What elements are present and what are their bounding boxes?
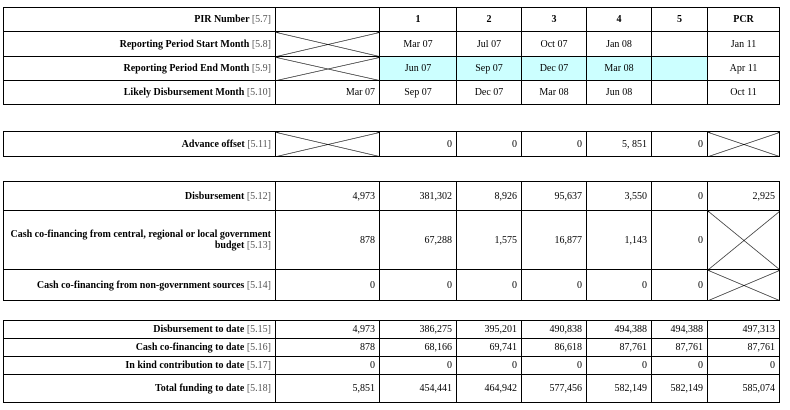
row-label: Cash co-financing from central, regional or local government budget [5.13] — [4, 211, 276, 270]
advance-offset-table — [3, 131, 780, 157]
value-cell: 0 — [652, 270, 708, 301]
value-cell: 0 — [380, 357, 457, 375]
value-cell: 464,942 — [457, 375, 522, 403]
highlighted-cell: Sep 07 — [457, 57, 522, 81]
value-cell: 0 — [652, 182, 708, 211]
value-cell: 0 — [652, 357, 708, 375]
disbursement-row — [4, 182, 780, 211]
crossed-cell — [276, 57, 380, 81]
non-govt-cofinancing-row — [4, 270, 780, 301]
crossed-cell — [708, 211, 780, 270]
value-cell: 582,149 — [652, 375, 708, 403]
advance-offset-row — [4, 132, 780, 157]
value-cell: 0 — [708, 357, 780, 375]
base-value-cell: 4,973 — [276, 182, 380, 211]
row-label: Cash co-financing from non-government sources [5.14] — [4, 270, 276, 301]
row-label: Reporting Period End Month [5.9] — [4, 57, 276, 81]
value-cell: 490,838 — [522, 321, 587, 339]
value-cell: Jan 11 — [708, 32, 780, 57]
value-cell: 0 — [587, 270, 652, 301]
col-header-2: 2 — [457, 8, 522, 32]
value-cell: Jul 07 — [457, 32, 522, 57]
row-label: Likely Disbursement Month [5.10] — [4, 81, 276, 105]
value-cell: 1,143 — [587, 211, 652, 270]
col-header-3: 3 — [522, 8, 587, 32]
disbursement-to-date-row — [4, 321, 780, 339]
in-kind-to-date-row — [4, 357, 780, 375]
govt-cofinancing-row — [4, 211, 780, 270]
value-cell: 494,388 — [587, 321, 652, 339]
row-label: Disbursement to date [5.15] — [4, 321, 276, 339]
value-cell: Jun 08 — [587, 81, 652, 105]
col-header-pcr: PCR — [708, 8, 780, 32]
row-label: Advance offset [5.11] — [4, 132, 276, 157]
value-cell: 86,618 — [522, 339, 587, 357]
value-cell: 386,275 — [380, 321, 457, 339]
pir-number-row — [4, 8, 780, 32]
highlighted-cell: Mar 08 — [587, 57, 652, 81]
totals-table — [3, 320, 780, 403]
value-cell: 0 — [522, 132, 587, 157]
end-month-row — [4, 57, 780, 81]
value-cell: 0 — [380, 270, 457, 301]
value-cell: Oct 07 — [522, 32, 587, 57]
value-cell: 395,201 — [457, 321, 522, 339]
value-cell: Jan 08 — [587, 32, 652, 57]
value-cell: 0 — [457, 132, 522, 157]
value-cell: Dec 07 — [457, 81, 522, 105]
value-cell: Apr 11 — [708, 57, 780, 81]
value-cell: 1,575 — [457, 211, 522, 270]
value-cell: Mar 07 — [380, 32, 457, 57]
value-cell: 69,741 — [457, 339, 522, 357]
value-cell: 87,761 — [708, 339, 780, 357]
base-value-cell: 878 — [276, 339, 380, 357]
value-cell: 67,288 — [380, 211, 457, 270]
base-value-cell: 0 — [276, 270, 380, 301]
value-cell: 87,761 — [652, 339, 708, 357]
value-cell — [652, 32, 708, 57]
value-cell: 494,388 — [652, 321, 708, 339]
highlighted-cell — [652, 57, 708, 81]
value-cell: 0 — [380, 132, 457, 157]
value-cell: 454,441 — [380, 375, 457, 403]
row-label: Disbursement [5.12] — [4, 182, 276, 211]
value-cell: Oct 11 — [708, 81, 780, 105]
value-cell: 87,761 — [587, 339, 652, 357]
row-label: In kind contribution to date [5.17] — [4, 357, 276, 375]
value-cell: 95,637 — [522, 182, 587, 211]
highlighted-cell: Dec 07 — [522, 57, 587, 81]
value-cell: 0 — [457, 270, 522, 301]
value-cell: 0 — [522, 357, 587, 375]
value-cell: 582,149 — [587, 375, 652, 403]
value-cell: 8,926 — [457, 182, 522, 211]
highlighted-cell: Jun 07 — [380, 57, 457, 81]
value-cell: 0 — [652, 132, 708, 157]
value-cell: 497,313 — [708, 321, 780, 339]
value-cell: 577,456 — [522, 375, 587, 403]
value-cell: 68,166 — [380, 339, 457, 357]
value-cell: 0 — [457, 357, 522, 375]
value-cell: 5, 851 — [587, 132, 652, 157]
crossed-cell — [708, 270, 780, 301]
value-cell: 2,925 — [708, 182, 780, 211]
base-value-cell: 5,851 — [276, 375, 380, 403]
crossed-cell — [276, 32, 380, 57]
value-cell: 0 — [587, 357, 652, 375]
col-header-5: 5 — [652, 8, 708, 32]
start-month-row — [4, 32, 780, 57]
crossed-cell — [708, 132, 780, 157]
row-label: Cash co-financing to date [5.16] — [4, 339, 276, 357]
row-label: PIR Number [5.7] — [4, 8, 276, 32]
disbursement-month-row — [4, 81, 780, 105]
value-cell: 3,550 — [587, 182, 652, 211]
value-cell — [652, 81, 708, 105]
disbursement-table — [3, 181, 780, 301]
value-cell: 0 — [652, 211, 708, 270]
col-header-1: 1 — [380, 8, 457, 32]
base-value-cell: 4,973 — [276, 321, 380, 339]
value-cell: Mar 08 — [522, 81, 587, 105]
value-cell: Sep 07 — [380, 81, 457, 105]
value-cell: 585,074 — [708, 375, 780, 403]
base-value-cell: 0 — [276, 357, 380, 375]
reporting-period-table — [3, 7, 780, 105]
row-label: Total funding to date [5.18] — [4, 375, 276, 403]
value-cell: 0 — [522, 270, 587, 301]
base-value-cell: 878 — [276, 211, 380, 270]
cofinancing-to-date-row — [4, 339, 780, 357]
value-cell: 381,302 — [380, 182, 457, 211]
col-header-4: 4 — [587, 8, 652, 32]
crossed-cell — [276, 132, 380, 157]
base-value-cell: Mar 07 — [276, 81, 380, 105]
total-funding-to-date-row — [4, 375, 780, 403]
empty-cell — [276, 8, 380, 32]
row-label: Reporting Period Start Month [5.8] — [4, 32, 276, 57]
value-cell: 16,877 — [522, 211, 587, 270]
